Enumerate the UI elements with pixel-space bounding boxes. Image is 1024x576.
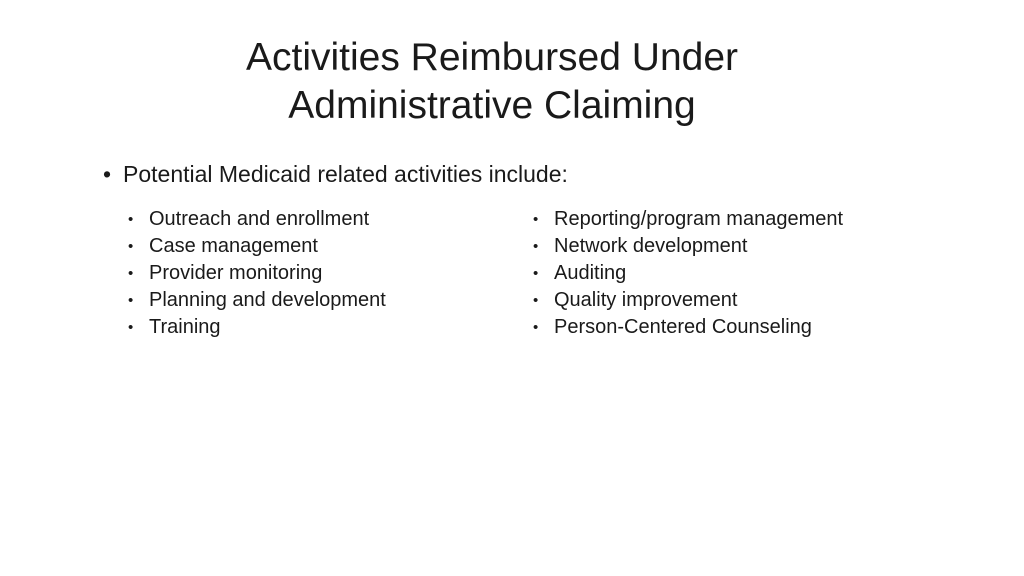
list-item — [128, 287, 386, 314]
list-item — [533, 314, 843, 341]
bullet-icon: • — [128, 292, 134, 309]
bullet-icon: • — [128, 319, 134, 336]
left-activity-list — [128, 206, 386, 341]
slide-title-line-2: Administrative Claiming — [288, 84, 696, 127]
bullet-icon: • — [128, 238, 134, 255]
intro-bullet — [103, 159, 568, 189]
list-item — [128, 233, 386, 260]
list-item-text: Reporting/program management — [554, 208, 844, 230]
list-item-text: Auditing — [554, 262, 627, 284]
slide-title — [150, 34, 834, 130]
list-item-text: Person-Centered Counseling — [554, 316, 812, 338]
bullet-icon: • — [533, 292, 539, 309]
bullet-icon: • — [103, 161, 112, 187]
list-item — [533, 233, 843, 260]
intro-bullet-text: Potential Medicaid related activities include: — [123, 161, 568, 187]
list-item — [128, 206, 386, 233]
list-item — [533, 260, 843, 287]
list-item-text: Network development — [554, 235, 748, 257]
bullet-icon: • — [128, 211, 134, 228]
bullet-icon: • — [128, 265, 134, 282]
list-item-text: Quality improvement — [554, 289, 738, 311]
list-item — [533, 206, 843, 233]
list-item — [128, 314, 386, 341]
right-activity-list — [533, 206, 843, 341]
list-item — [533, 287, 843, 314]
bullet-icon: • — [533, 238, 539, 255]
list-item — [128, 260, 386, 287]
slide-title-line-1: Activities Reimbursed Under — [245, 36, 738, 79]
list-item-text: Provider monitoring — [149, 262, 323, 284]
bullet-icon: • — [533, 319, 539, 336]
bullet-icon: • — [533, 211, 539, 228]
list-item-text: Outreach and enrollment — [149, 208, 370, 230]
bullet-icon: • — [533, 265, 539, 282]
list-item-text: Case management — [149, 235, 318, 257]
list-item-text: Training — [149, 316, 221, 338]
list-item-text: Planning and development — [149, 289, 386, 311]
